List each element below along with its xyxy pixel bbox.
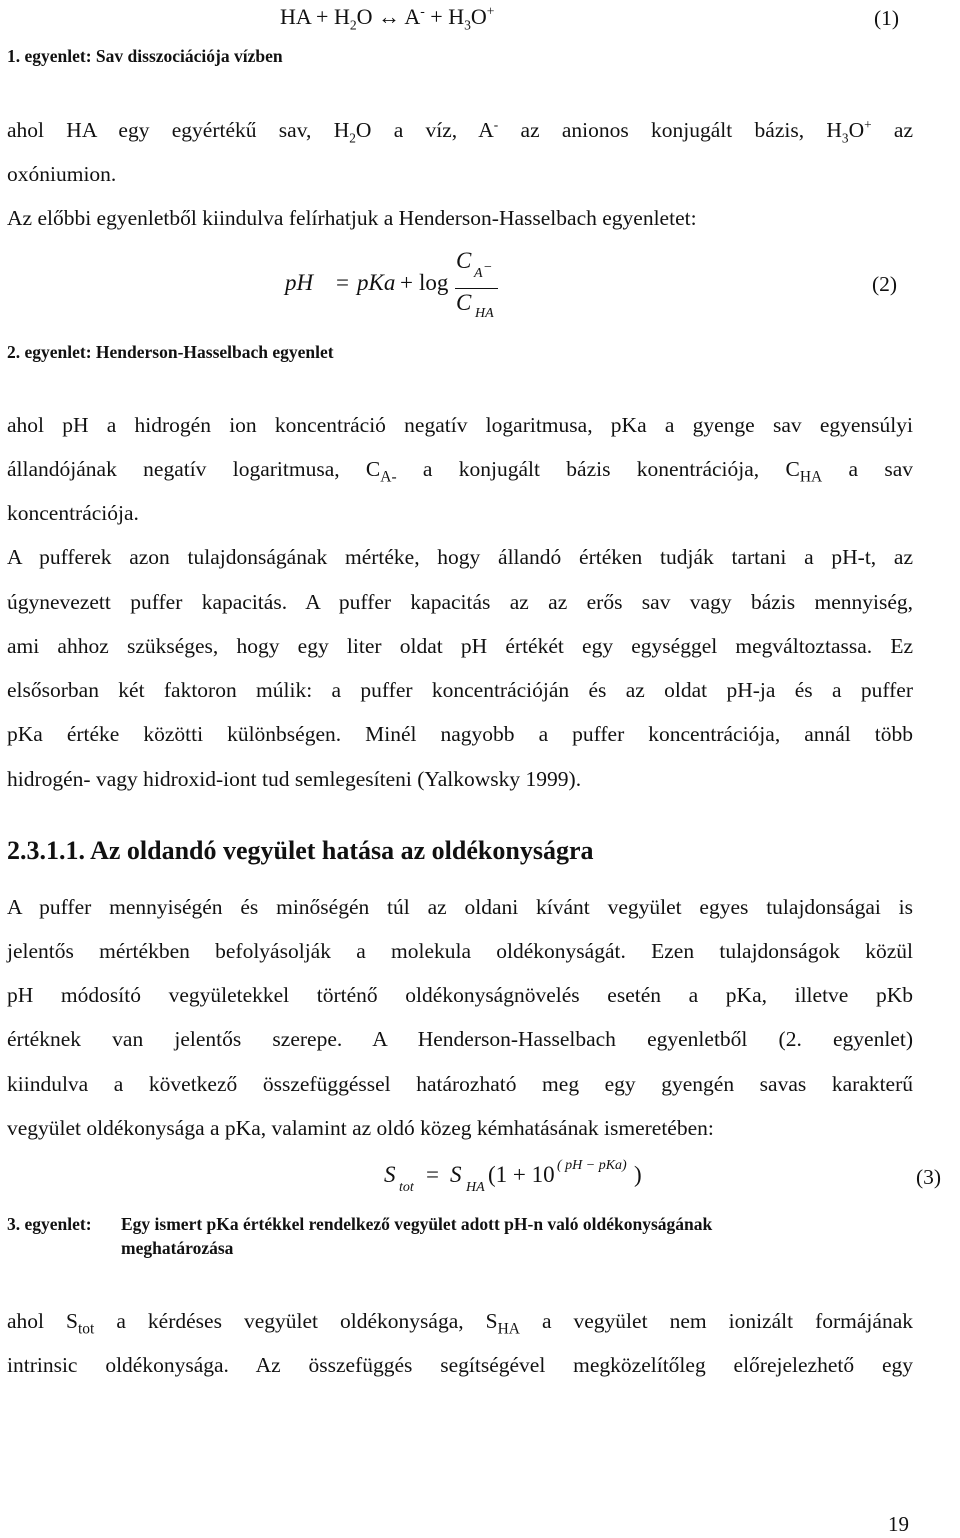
equation-2-eq: = (336, 270, 349, 295)
text-run: ahol HA egy egyértékű sav, H (7, 118, 350, 142)
equation-2-pka: pKa (357, 270, 396, 295)
equation-3-number: (3) (916, 1165, 942, 1189)
section-heading-text: 2.3.1.1. Az oldandó vegyület hatása az oldékonyságra (7, 836, 594, 865)
text-run: O (848, 118, 865, 142)
text-sup: + (864, 116, 872, 132)
equation-2-num-sup: − (484, 260, 492, 275)
paragraph-2-line-3: koncentrációja. (7, 501, 139, 525)
text-run: a vegyület nem ionizált formájának (519, 1309, 913, 1333)
equation-1-number: (1) (874, 6, 900, 30)
paragraph-4-line-4: értéknek van jelentős szerepe. A Henderson-Hasselbach egyenletből (2. egyenlet) (7, 1027, 913, 1051)
text-sub: HA (799, 468, 823, 486)
paragraph-3-line-6: hidrogén- vagy hidroxid-iont tud semlegesíteni (Yalkowsky 1999). (7, 767, 582, 791)
text-run: állandójának negatív logaritmusa, C (7, 457, 381, 481)
eq1-part: O ↔ A (356, 4, 421, 29)
eq1-sub: 2 (349, 17, 357, 33)
equation-1-caption: 1. egyenlet: Sav disszociációja vízben (7, 46, 283, 66)
equation-2-num-sub: A (474, 266, 483, 281)
equation-3-caption-text-2: meghatározása (121, 1238, 234, 1258)
text-run: az (871, 118, 913, 142)
text-sub: 2 (349, 130, 356, 146)
equation-2-den-sub: HA (475, 306, 494, 321)
equation-2-fraction-line (455, 288, 498, 289)
paragraph-3-line-2: úgynevezett puffer kapacitás. A puffer kapacitás az az erős sav vagy bázis mennyiség, (7, 590, 913, 614)
paragraph-2-line-2 (7, 447, 913, 491)
eq2-den-c: C (456, 290, 472, 315)
equation-3-s2: S (450, 1162, 462, 1187)
equation-2-log: log (419, 270, 449, 295)
equation-3-s-sub: tot (399, 1180, 414, 1195)
text-sup: - (493, 116, 499, 132)
page-number: 19 (888, 1512, 909, 1536)
paragraph-3-line-4: elsősorban két faktoron múlik: a puffer koncentrációján és az oldat pH-ja és a puffer (7, 678, 913, 702)
paragraph-1-line-2: oxóniumion. (7, 162, 117, 186)
eq1-part: O (470, 4, 487, 29)
equation-3-caption-text-1: Egy ismert pKa értékkel rendelkező vegyület adott pH-n való oldékonyságának (121, 1214, 713, 1234)
text-sub: A- (380, 468, 397, 486)
paragraph-1-line-1 (7, 108, 913, 152)
text-run: ahol S (7, 1309, 78, 1333)
text-sub: tot (78, 1320, 95, 1338)
eq1-part: + H (424, 4, 465, 29)
equation-3-close: ) (634, 1162, 642, 1187)
text-run: az anionos konjugált bázis, H (498, 118, 842, 142)
equation-1 (280, 3, 495, 33)
paragraph-4-line-2: jelentős mértékben befolyásolják a molekula oldékonyságát. Ezen tulajdonságok közül (7, 939, 913, 963)
equation-2-number: (2) (872, 272, 898, 296)
paragraph-3-line-3: ami ahhoz szükséges, hogy egy liter oldat pH értékét egy egységgel megváltoztassa. Ez (7, 634, 913, 658)
equation-3-eq: = (426, 1162, 439, 1187)
paragraph-3-line-5: pKa értéke közötti különbségen. Minél nagyobb a puffer koncentrációja, annál több (7, 722, 913, 746)
paragraph-4-line-1: A puffer mennyiségén és minőségén túl az oldani kívánt vegyület egyes tulajdonságai is (7, 895, 913, 919)
paragraph-5-line-2: intrinsic oldékonysága. Az összefüggés segítségével megközelítőleg előrejelezhető egy (7, 1353, 913, 1377)
text-run: O a víz, A (355, 118, 494, 142)
eq1-sup: - (420, 3, 425, 19)
paragraph-4-line-6: vegyület oldékonysága a pKa, valamint az oldó közeg kémhatásának ismeretében: (7, 1116, 714, 1140)
text-run: a konjugált bázis konentrációja, C (396, 457, 800, 481)
equation-3-exponent: ( pH − pKa) (557, 1158, 627, 1173)
paragraph-4-line-5: kiindulva a következő összefüggéssel határozható meg egy gyengén savas karakterű (7, 1072, 913, 1096)
eq1-sub: 3 (464, 17, 471, 33)
paragraph-5-line-1 (7, 1299, 913, 1343)
equation-2-lhs (285, 270, 313, 296)
equation-2-numerator (456, 248, 471, 274)
equation-3-caption-label: 3. egyenlet: (7, 1214, 92, 1234)
eq1-sup: + (486, 3, 495, 19)
paragraph-4-line-3: pH módosító vegyületekkel történő oldékonyságnövelés esetén a pKa, illetve pKb (7, 983, 913, 1007)
paragraph-1-line-3: Az előbbi egyenletből kiindulva felírhatjuk a Henderson-Hasselbach egyenletet: (7, 206, 697, 230)
text-sub: HA (497, 1320, 520, 1338)
eq1-part: HA + H (280, 4, 350, 29)
section-heading (7, 836, 594, 866)
text-run: a sav (822, 457, 913, 481)
text-run: a kérdéses vegyület oldékonysága, S (94, 1309, 498, 1333)
equation-3-s2-sub: HA (466, 1180, 485, 1195)
paragraph-2-line-1: ahol pH a hidrogén ion koncentráció negatív logaritmusa, pKa a gyenge sav egyensúlyi (7, 413, 913, 437)
equation-3-s: S (384, 1162, 396, 1187)
equation-2-denominator (456, 290, 471, 316)
equation-2-plus: + (400, 270, 413, 295)
eq2-ph: pH (285, 270, 314, 295)
equation-3-open: (1 + 10 (488, 1162, 555, 1187)
paragraph-3-line-1: A pufferek azon tulajdonságának mértéke, hogy állandó értéken tudják tartani a pH-t, az (7, 545, 913, 569)
text-sub: 3 (841, 130, 849, 146)
eq2-num-c: C (456, 248, 472, 273)
equation-2-caption: 2. egyenlet: Henderson-Hasselbach egyenlet (7, 342, 334, 362)
